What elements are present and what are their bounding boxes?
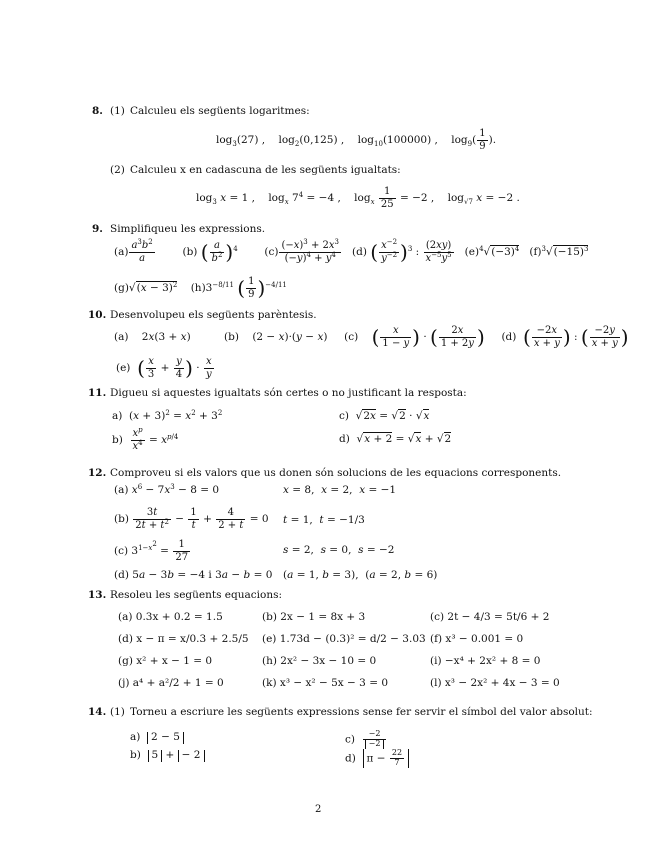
exercise-12-eq-d: (d) 5a − 3b = −4 i 3a − b = 0 bbox=[114, 569, 273, 581]
exercise-12-number: 12. bbox=[88, 467, 107, 479]
exercise-9-number: 9. bbox=[92, 223, 103, 235]
exercise-12-eq-a: (a) $x^6 - 7x^3 - 8 = 0$ bbox=[114, 483, 220, 496]
exercise-8-logarithms: $\log_3(27)$ , $\log_2(0,125)$ , $\log_{10}(100000)$ , $\log_9$( $\frac{1}{9}$ ). bbox=[216, 128, 497, 152]
exercise-13-item: (i) −x⁴ + 2x² + 8 = 0 bbox=[430, 655, 541, 667]
exercise-13-item: (f) x³ − 0.001 = 0 bbox=[430, 633, 524, 645]
exercise-14-item-d: d) π − $\frac{22}{7}$ bbox=[345, 749, 409, 768]
exercise-9-row2: $(g)√(x - 3)^2$ $(h)3^{-8/11}$ ( $\frac{1}{9}$ )$^{-4/11}$ bbox=[114, 276, 287, 300]
exercise-8-part1-label: (1) bbox=[110, 105, 125, 117]
exercise-12-values-a: x = 8, x = 2, x = −1 bbox=[283, 484, 397, 496]
exercise-13-item: (c) 2t − 4/3 = 5t/6 + 2 bbox=[430, 611, 550, 623]
exercise-10-number: 10. bbox=[88, 309, 107, 321]
exercise-14-text: Torneu a escriure les següents expressions sense fer servir el símbol del valor absolut: bbox=[130, 706, 593, 718]
exercise-8-part1-text: Calculeu els següents logaritmes: bbox=[130, 105, 310, 117]
exercise-11-item-d: d) √x + 2 = √x + √2 bbox=[339, 433, 452, 445]
exercise-12-values-b: t = 1, t = −1/3 bbox=[283, 514, 365, 526]
exercise-13-item: (l) x³ − 2x² + 4x − 3 = 0 bbox=[430, 677, 560, 689]
exercise-9-text: Simplifiqueu les expressions. bbox=[110, 223, 266, 235]
page-number: 2 bbox=[315, 804, 322, 815]
exercise-12-values-c: s = 2, s = 0, s = −2 bbox=[283, 544, 395, 556]
exercise-13-item: (h) 2x² − 3x − 10 = 0 bbox=[262, 655, 377, 667]
exercise-9-row1: (a) $\frac{a^3b^2}{a}$ (b) ( $\frac{a}{b^2}$ )$^4$ (c) $\frac{(-x)^3 + 2x^3}{(-y)^4 + y^4}$ (d) ( $\frac{x^{-2}}{y^{-2}}$ )$^3$ : $\frac{(2xy)}{x^{-5}y^5}$ $(e)^4√(-3)^4$ $(f)^3√(-15)^3$ bbox=[114, 238, 589, 264]
exercise-14-item-b: b) 5 + − 2 bbox=[130, 750, 205, 762]
exercise-14-item-a: a) 2 − 5 bbox=[130, 732, 184, 744]
exercise-13-item: (e) 1.73d − (0.3)² = d/2 − 3.03 bbox=[262, 633, 426, 645]
exercise-11-item-b: b) $\frac{x^p}{x^4}$ = $x^{p/4}$ bbox=[112, 426, 179, 452]
exercise-8-part2-text: Calculeu x en cadascuna de les següents igualtats: bbox=[130, 164, 401, 176]
exercise-14-part1-label: (1) bbox=[110, 706, 125, 718]
exercise-14-item-c: c) $\frac{-2}{-2}$ bbox=[345, 730, 387, 749]
exercise-10-row2: (e) ( $\frac{x}{3}$ + $\frac{y}{4}$ ) · $\frac{x}{y}$ bbox=[116, 356, 212, 380]
exercise-11-number: 11. bbox=[88, 387, 107, 399]
exercise-8-number: 8. bbox=[92, 105, 103, 117]
exercise-13-item: (k) x³ − x² − 5x − 3 = 0 bbox=[262, 677, 389, 689]
exercise-8-part2-label: (2) bbox=[110, 164, 125, 176]
exercise-13-item: (g) x² + x − 1 = 0 bbox=[118, 655, 213, 667]
exercise-11-item-c: c) √2x = √2 · √x bbox=[339, 410, 430, 422]
exercise-12-eq-b: (b) $\frac{3t}{2t + t^2}$ − $\frac{1}{t}$ + $\frac{4}{2 + t}$ = 0 bbox=[114, 507, 269, 531]
exercise-13-item: (d) x − π = x/0.3 + 2.5/5 bbox=[118, 633, 249, 645]
exercise-10-text: Desenvolupeu els següents parèntesis. bbox=[110, 309, 317, 321]
exercise-13-text: Resoleu les següents equacions: bbox=[110, 589, 283, 601]
exercise-13-number: 13. bbox=[88, 589, 107, 601]
exercise-14-number: 14. bbox=[88, 706, 107, 718]
exercise-12-values-d: (a = 1, b = 3), (a = 2, b = 6) bbox=[283, 569, 438, 581]
exercise-12-text: Comproveu si els valors que us donen són solucions de les equacions corresponents. bbox=[110, 467, 562, 479]
exercise-10-row1: (a) 2x(3 + x) (b) (2 − x)·(y − x) (c) ( $\frac{x}{1 - y}$ ) · ( $\frac{2x}{1 + 2y}$ ) (d) ( $\frac{-2x}{x + y}$ ) : ( $\frac{-2y}{x + y}$ ) bbox=[114, 325, 629, 349]
exercise-12-eq-c: (c) $3^{1-x^2}$ = $\frac{1}{27}$ bbox=[114, 539, 189, 563]
exercise-11-text: Digueu si aquestes igualtats són certes o no justificant la resposta: bbox=[110, 387, 467, 399]
exercise-8-equalities: $\log_3 x = 1$ , $\log_x 7^4 = -4$ , $\log_x$ $\frac{1}{25}$ = −2 , $\log_{√7} x = -2$ . bbox=[196, 186, 520, 210]
exercise-13-item: (j) a⁴ + a²/2 + 1 = 0 bbox=[118, 677, 224, 689]
exercise-11-item-a: a) $(x + 3)^2 = x^2 + 3^2$ bbox=[112, 409, 223, 422]
exercise-13-item: (b) 2x − 1 = 8x + 3 bbox=[262, 611, 366, 623]
exercise-13-item: (a) 0.3x + 0.2 = 1.5 bbox=[118, 611, 223, 623]
